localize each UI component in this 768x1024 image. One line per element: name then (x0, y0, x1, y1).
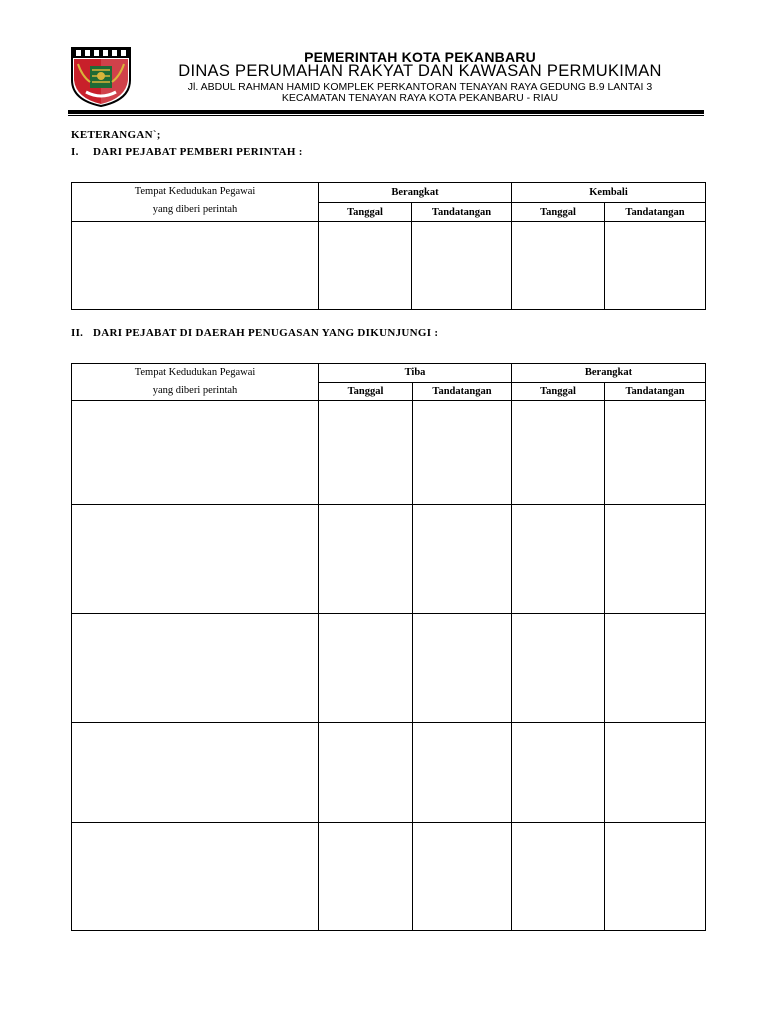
header-rule-thick (68, 110, 704, 114)
sign-cell[interactable] (605, 723, 706, 823)
sign-cell[interactable] (605, 222, 706, 310)
date-cell[interactable] (512, 614, 605, 723)
sub-date-header: Tanggal (319, 382, 413, 401)
city-emblem-icon (68, 42, 134, 108)
keterangan-label: KETERANGAN`; (71, 129, 161, 141)
table-row (72, 222, 706, 310)
sub-date-header: Tanggal (512, 203, 605, 222)
group-tiba-header: Tiba (319, 364, 512, 383)
agency-name: DINAS PERUMAHAN RAKYAT DAN KAWASAN PERMUKIMAN (178, 62, 662, 80)
sign-cell[interactable] (605, 401, 706, 505)
date-cell[interactable] (319, 222, 412, 310)
sign-cell[interactable] (605, 505, 706, 614)
table-section1 (71, 182, 706, 310)
sign-cell[interactable] (413, 505, 512, 614)
place-cell[interactable] (72, 505, 319, 614)
sub-sign-header: Tandatangan (413, 382, 512, 401)
government-name: PEMERINTAH KOTA PEKANBARU (304, 49, 536, 65)
date-cell[interactable] (319, 401, 413, 505)
agency-address: Jl. ABDUL RAHMAN HAMID KOMPLEK PERKANTORAN TENAYAN RAYA GEDUNG B.9 LANTAI 3 (187, 81, 653, 93)
date-cell[interactable] (512, 505, 605, 614)
section2-number: II. (71, 327, 84, 339)
sub-date-header: Tanggal (319, 203, 412, 222)
date-cell[interactable] (319, 823, 413, 931)
place-cell[interactable] (72, 222, 319, 310)
section2-title: DARI PEJABAT DI DAERAH PENUGASAN YANG DIKUNJUNGI : (93, 327, 439, 339)
place-cell[interactable] (72, 723, 319, 823)
place-cell[interactable] (72, 614, 319, 723)
header-rule-thin (68, 115, 704, 116)
date-cell[interactable] (512, 222, 605, 310)
date-cell[interactable] (319, 614, 413, 723)
sub-sign-header: Tandatangan (605, 203, 706, 222)
table-row (72, 823, 706, 931)
table-row (72, 505, 706, 614)
sign-cell[interactable] (413, 401, 512, 505)
sign-cell[interactable] (605, 614, 706, 723)
date-cell[interactable] (319, 723, 413, 823)
section2-heading (71, 327, 438, 339)
table-row (72, 401, 706, 505)
section1-number: I. (71, 146, 79, 158)
table-section2 (71, 363, 706, 931)
section1-title: DARI PEJABAT PEMBERI PERINTAH : (93, 146, 303, 158)
agency-district: KECAMATAN TENAYAN RAYA KOTA PEKANBARU - RIAU (281, 92, 559, 104)
date-cell[interactable] (512, 401, 605, 505)
date-cell[interactable] (319, 505, 413, 614)
sign-cell[interactable] (413, 614, 512, 723)
group-kembali-header: Kembali (512, 183, 706, 203)
place-cell[interactable] (72, 401, 319, 505)
sign-cell[interactable] (413, 723, 512, 823)
date-cell[interactable] (512, 723, 605, 823)
section1-heading (71, 146, 303, 158)
col-place-header: Tempat Kedudukan Pegawai yang diberi perintah (72, 183, 319, 222)
date-cell[interactable] (512, 823, 605, 931)
sign-cell[interactable] (413, 823, 512, 931)
sign-cell[interactable] (605, 823, 706, 931)
group-berangkat-header: Berangkat (512, 364, 706, 383)
group-berangkat-header: Berangkat (319, 183, 512, 203)
place-cell[interactable] (72, 823, 319, 931)
table-row (72, 614, 706, 723)
sub-sign-header: Tandatangan (605, 382, 706, 401)
sign-cell[interactable] (412, 222, 512, 310)
sub-date-header: Tanggal (512, 382, 605, 401)
col-place-header: Tempat Kedudukan Pegawai yang diberi perintah (72, 364, 319, 401)
sub-sign-header: Tandatangan (412, 203, 512, 222)
table-row (72, 723, 706, 823)
